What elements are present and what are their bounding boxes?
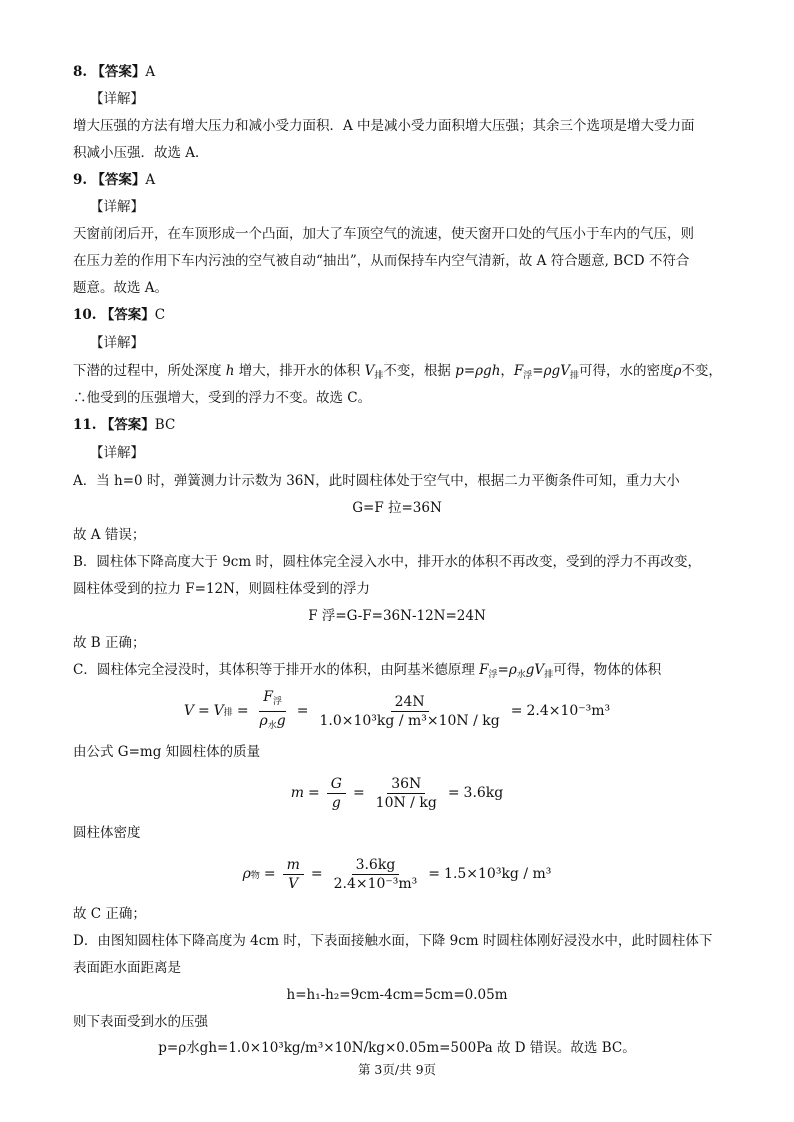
q11-d-text-3: 则下表面受到水的压强 (73, 1014, 208, 1030)
q11-c-conclusion: 故 C 正确； (73, 906, 146, 922)
q10-answer: C (154, 307, 166, 323)
density-result: 1.5×10³kg / m³ (444, 866, 552, 882)
q11-c-text-1: C．圆柱体完全浸没时，其体积等于排开水的体积，由阿基米德原理 $F_浮=\rho_水gV_排$可得，物体的体积 (73, 662, 662, 680)
fraction-volume-values (316, 693, 504, 730)
volume-result: 2.4×10⁻³m³ (526, 703, 611, 719)
symbol-rho: ρ (673, 363, 682, 379)
q8-answer-tag: 【答案】 (91, 64, 146, 80)
fraction-density-values (330, 856, 422, 893)
q11-density-equation: ρ 物 = $\frac{m}{V}$ = $\frac{3.6kg}{\text{2.4×10⁻³m³}}$ = 1.5×10³kg / m³ (242, 856, 552, 892)
subscript-pai: 排 (374, 371, 384, 381)
symbol-v-pai: V (364, 363, 375, 379)
q10-text-2: ∴他受到的压强增大，受到的浮力不变。故选 C。 (73, 390, 372, 406)
q11-d-text-2: 表面距水面距离是 (73, 960, 181, 976)
q9-answer-line (73, 170, 155, 190)
q11-answer-line (73, 415, 175, 435)
q8-text-1: 增大压强的方法有增大压力和减小受力面积．A 中是减小受力面积增大压强；其余三个选项是增大受力面 (73, 118, 695, 134)
mass-numerator: 36N (387, 775, 425, 794)
q9-answer: A (145, 172, 156, 188)
q11-d-text-1: D．由图知圆柱体下降高度为 4cm 时，下表面接触水面，下降 9cm 时圆柱体刚好浸没水中，此时圆柱体下 (73, 933, 713, 949)
fraction-m-over-v: $\frac{m}{V}$ (283, 856, 304, 893)
symbol-h: h (225, 363, 235, 379)
formula-buoyancy: F (513, 363, 524, 379)
q11-a-equation: G=F 拉=36N (352, 500, 442, 516)
q9-text-2: 在压力差的作用下车内污浊的空气被自动“抽出”，从而保持车内空气清新，故 A 符合题意, BCD 不符合 (73, 253, 690, 269)
q11-b-text-1: B．圆柱体下降高度大于 9cm 时，圆柱体完全浸入水中，排开水的体积不再改变，受到的浮力不再改变， (73, 554, 701, 570)
q10-answer-tag: 【答案】 (100, 307, 155, 323)
q10-answer-line (73, 305, 165, 325)
q8-detail-tag: 【详解】 (90, 91, 144, 107)
q8-text-2: 积减小压强．故选 A． (73, 145, 209, 161)
q10-text-1: 下潜的过程中，所处深度 h 增大，排开水的体积 $V_排$不变，根据 p=ρgh，$F_浮=\rho gV_排$可得，水的密度ρ不变， (73, 363, 722, 381)
q11-volume-equation: V = V 排 = $\frac{F_浮}{\rho_水g}$ = $\frac{24N}{\text{1.0×10³kg / m³×10N / kg}}$ = 2.4×10⁻³m³ (0, 688, 794, 734)
fraction-g-over-g: $\frac{G}{g}$ (327, 775, 346, 812)
q11-d-equation-2: p=ρ水gh=1.0×10³kg/m³×10N/kg×0.05m=500Pa 故 D 错误。故选 BC。 (158, 1040, 636, 1056)
mass-result: 3.6kg (463, 785, 504, 801)
q9-text-3: 题意。故选 A。 (73, 280, 169, 296)
q10-text-seg: 不变， (681, 363, 722, 379)
q11-a-text: A．当 h=0 时，弹簧测力计示数为 36N，此时圆柱体处于空气中，根据二力平衡条件可知，重力大小 (73, 473, 680, 489)
q11-answer: BC (154, 417, 176, 433)
q10-text-seg: ， (500, 363, 514, 379)
density-denominator: 2.4×10⁻³m³ (333, 875, 418, 892)
formula-pressure: p (455, 363, 464, 379)
q11-c-text-2: 由公式 G=mg 知圆柱体的质量 (73, 744, 261, 760)
fraction-mass-values (372, 775, 441, 812)
q11-a-conclusion: 故 A 错误； (73, 527, 146, 543)
q9-detail-tag: 【详解】 (90, 199, 144, 215)
q8-answer: A (145, 64, 156, 80)
page-footer: 第 3页/共 9页 (357, 1062, 437, 1077)
q10-text-seg: 下潜的过程中，所处深度 (73, 363, 226, 379)
q11-detail-tag: 【详解】 (90, 445, 144, 461)
q10-text-seg: 增大，排开水的体积 (234, 363, 365, 379)
volume-denominator: 1.0×10³kg / m³×10N / kg (319, 712, 500, 729)
q9-number: 9. (73, 172, 88, 188)
mass-denominator: 10N / kg (375, 794, 437, 811)
q11-d-equation: h=h₁-h₂=9cm-4cm=5cm=0.05m (286, 987, 508, 1003)
q8-number: 8. (73, 64, 88, 80)
q10-number: 10. (73, 307, 97, 323)
q11-b-equation: F 浮=G-F=36N-12N=24N (308, 608, 486, 624)
density-numerator: 3.6kg (352, 856, 400, 875)
q10-text-seg: 可得，水的密度 (578, 363, 674, 379)
q11-c-text-seg: 可得，物体的体积 (553, 662, 662, 678)
q11-b-text-2: 圆柱体受到的拉力 F=12N，则圆柱体受到的浮力 (73, 581, 370, 597)
q11-number: 11. (73, 417, 97, 433)
q11-b-conclusion: 故 B 正确； (73, 635, 146, 651)
q9-answer-tag: 【答案】 (91, 172, 146, 188)
q11-answer-tag: 【答案】 (100, 417, 155, 433)
q11-mass-equation: m = $\frac{G}{g}$ = $\frac{36N}{10N / kg}$ = 3.6kg (290, 775, 504, 811)
q10-detail-tag: 【详解】 (90, 335, 144, 351)
fraction-buoyancy-over-rho-g: $\frac{F_浮}{\rho_水g}$ (259, 688, 286, 731)
q8-answer-line (73, 62, 155, 82)
volume-numerator: 24N (391, 693, 429, 712)
q10-text-seg: 不变，根据 (383, 363, 456, 379)
q11-c-text-seg: C．圆柱体完全浸没时，其体积等于排开水的体积，由阿基米德原理 (73, 662, 480, 678)
q9-text-1: 天窗前闭后开，在车顶形成一个凸面，加大了车顶空气的流速，使天窗开口处的气压小于车内的气压，则 (73, 226, 694, 242)
q11-c-text-3: 圆柱体密度 (73, 825, 141, 841)
